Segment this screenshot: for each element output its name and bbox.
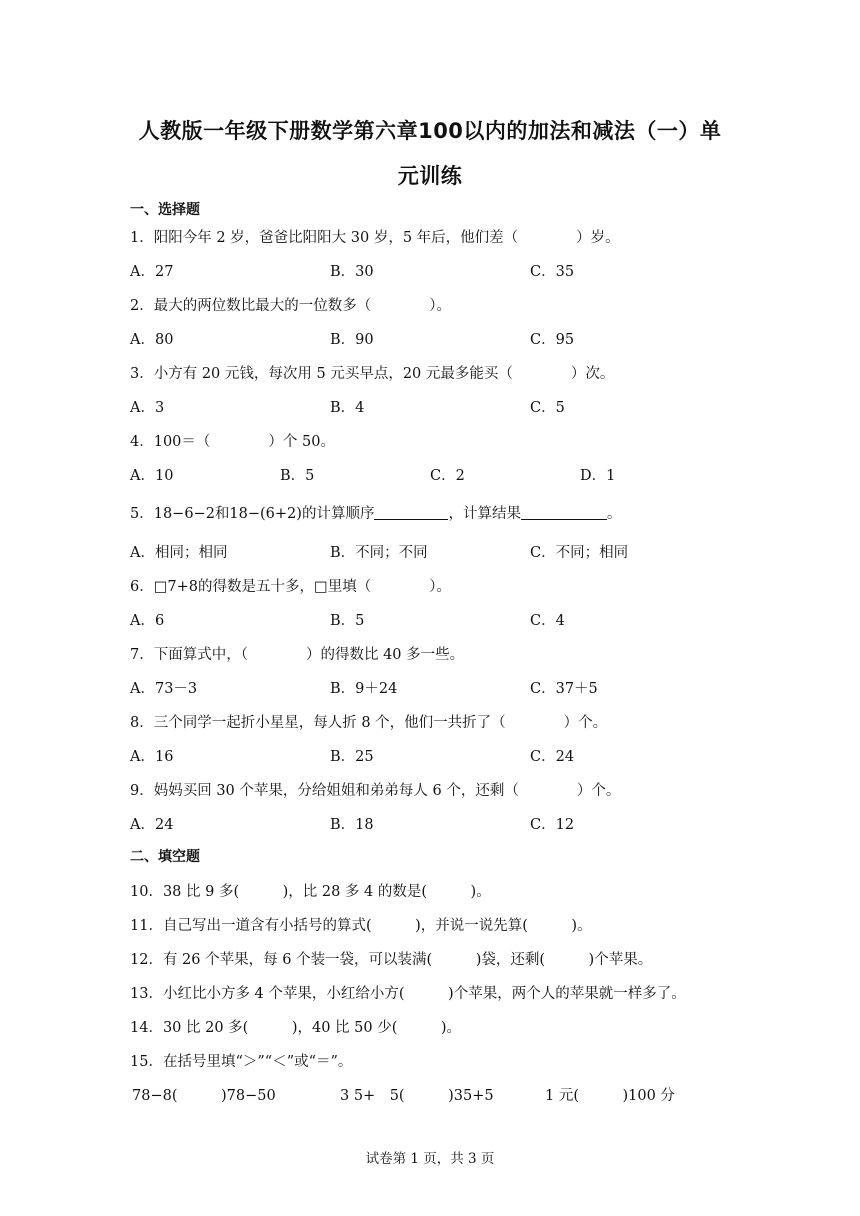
q4-option-c: C．2 — [430, 468, 465, 484]
q2-option-c: C．95 — [530, 332, 575, 348]
question-1: 1．阳阳今年 2 岁，爸爸比阳阳大 30 岁，5 年后，他们差（ ）岁。 — [130, 230, 620, 246]
q5-option-a: A．相同；相同 — [130, 545, 228, 561]
compare-2: 3 5+ 5( )35+5 — [340, 1088, 494, 1104]
page-footer: 试卷第 1 页，共 3 页 — [365, 1151, 495, 1167]
q8-option-b: B．25 — [330, 749, 374, 765]
q1-option-b: B．30 — [330, 264, 374, 280]
title-line-2: 元训练 — [397, 164, 463, 188]
section-fill-in: 二、填空题 — [130, 849, 200, 865]
question-9: 9．妈妈买回 30 个苹果，分给姐姐和弟弟每人 6 个，还剩（ ）个。 — [130, 783, 621, 799]
question-7: 7．下面算式中，（ ）的得数比 40 多一些。 — [130, 647, 465, 663]
q4-option-b: B．5 — [280, 468, 315, 484]
q8-option-a: A．16 — [130, 749, 174, 765]
question-13: 13．小红比小方多 4 个苹果，小红给小方( )个苹果，两个人的苹果就一样多了。 — [130, 986, 686, 1002]
q7-option-c: C．37＋5 — [530, 681, 598, 697]
q9-option-c: C．12 — [530, 817, 575, 833]
q7-option-b: B．9＋24 — [330, 681, 398, 697]
q6-option-c: C．4 — [530, 613, 565, 629]
q5-option-b: B．不同；不同 — [330, 545, 428, 561]
q5-blank-2 — [521, 505, 607, 520]
q5-text-a: 5．18−6−2和18−(6+2)的计算顺序 — [130, 506, 375, 522]
question-10: 10．38 比 9 多( )，比 28 多 4 的数是( )。 — [130, 884, 491, 900]
q4-option-d: D．1 — [580, 468, 616, 484]
q1-option-c: C．35 — [530, 264, 575, 280]
q3-option-b: B．4 — [330, 400, 365, 416]
q5-text-c: 。 — [606, 506, 622, 522]
question-14: 14．30 比 20 多( )，40 比 50 少( )。 — [130, 1020, 462, 1036]
q3-option-c: C．5 — [530, 400, 565, 416]
question-3: 3．小方有 20 元钱，每次用 5 元买早点，20 元最多能买（ ）次。 — [130, 366, 615, 382]
question-11: 11．自己写出一道含有小括号的算式( )，并说一说先算( )。 — [130, 918, 592, 934]
q5-option-c: C．不同；相同 — [530, 545, 629, 561]
q6-option-b: B．5 — [330, 613, 365, 629]
question-12: 12．有 26 个苹果，每 6 个装一袋，可以装满( )袋，还剩( )个苹果。 — [130, 952, 653, 968]
q3-option-a: A．3 — [130, 400, 165, 416]
question-5 — [130, 502, 621, 523]
q5-text-b: ，计算结果 — [448, 506, 521, 522]
q7-option-a: A．73－3 — [130, 681, 198, 697]
q4-option-a: A．10 — [130, 468, 174, 484]
question-6: 6．□7+8的得数是五十多，□里填（ ）。 — [130, 579, 451, 595]
section-multiple-choice: 一、选择题 — [130, 202, 200, 218]
question-4: 4．100＝（ ）个 50。 — [130, 434, 335, 450]
question-15: 15．在括号里填“＞”“＜”或“＝”。 — [130, 1054, 353, 1070]
title-line-1: 人教版一年级下册数学第六章100以内的加法和减法（一）单 — [138, 119, 722, 143]
q8-option-c: C．24 — [530, 749, 575, 765]
compare-3: 1 元( )100 分 — [545, 1088, 675, 1104]
q2-option-b: B．90 — [330, 332, 374, 348]
q2-option-a: A．80 — [130, 332, 174, 348]
q9-option-b: B．18 — [330, 817, 374, 833]
q9-option-a: A．24 — [130, 817, 174, 833]
question-2: 2．最大的两位数比最大的一位数多（ ）。 — [130, 298, 451, 314]
q1-option-a: A．27 — [130, 264, 174, 280]
question-8: 8．三个同学一起折小星星，每人折 8 个，他们一共折了（ ）个。 — [130, 715, 608, 731]
q5-blank-1 — [374, 505, 448, 520]
compare-1: 78−8( )78−50 — [132, 1088, 276, 1104]
q6-option-a: A．6 — [130, 613, 165, 629]
